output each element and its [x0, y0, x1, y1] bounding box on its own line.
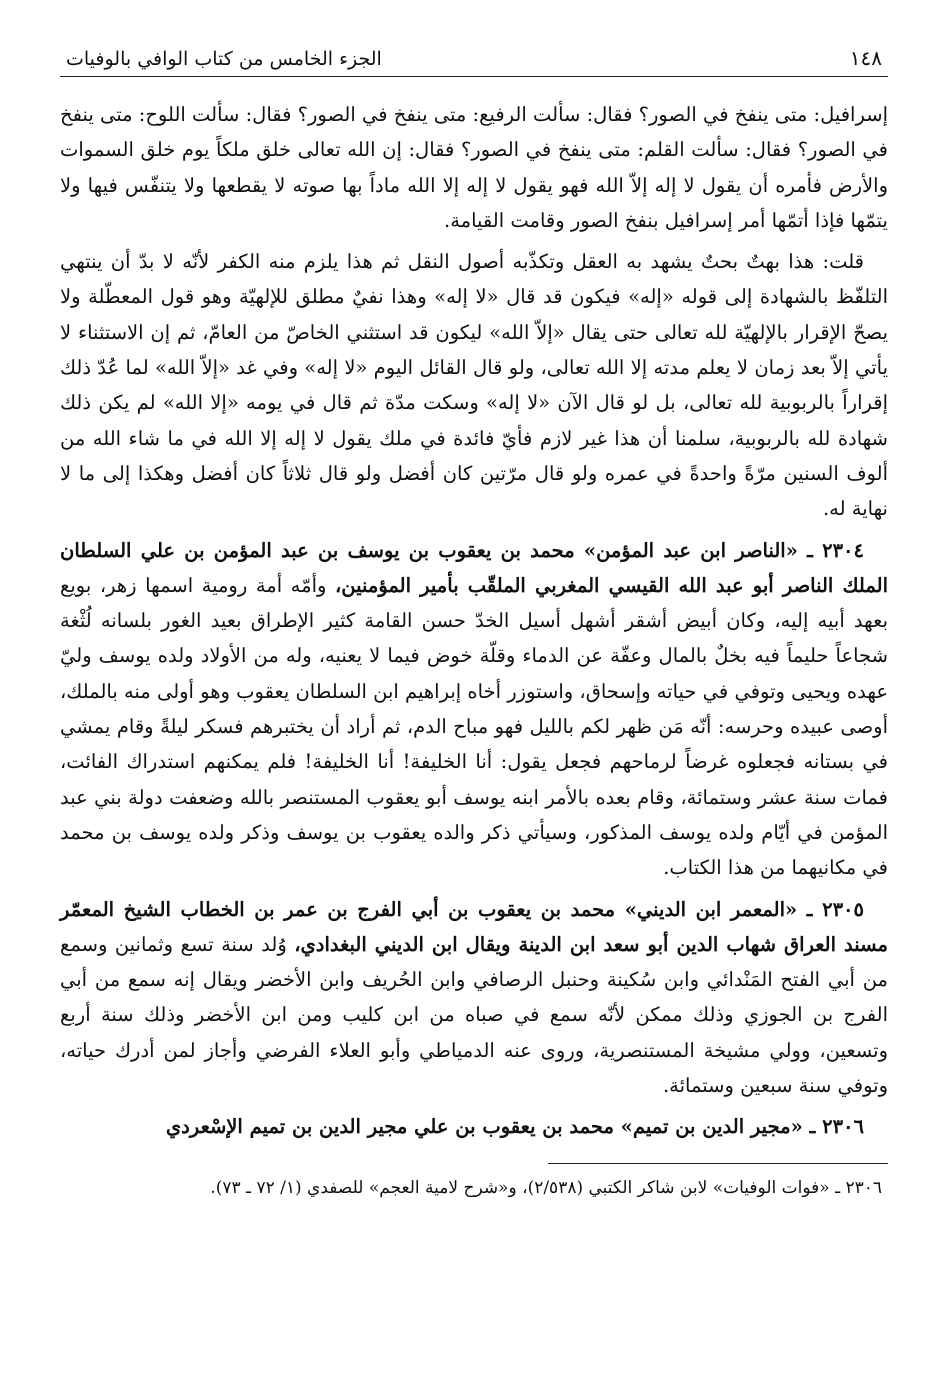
entry-2306: [60, 1109, 888, 1144]
entry-2305-heading: ٢٣٠٥ ـ «المعمر ابن الديني» محمد بن يعقوب بن أبي الفرج بن عمر بن الخطاب الشيخ المعمّر مسند العراق شهاب الدين أبو سعد ابن الدينة ويقال ابن الديني البغدادي،: [60, 897, 888, 956]
footnote: ٢٣٠٦ ـ «فوات الوفيات» لابن شاكر الكتبي (٢/٥٣٨)، و«شرح لامية العجم» للصفدي (١/ ٧٢ ـ ٧٣).: [210, 1177, 882, 1198]
entry-2305-text: وُلد سنة تسع وثمانين وسمع من أبي الفتح المَنْدائي وابن سُكينة وحنبل الرصافي وابن الحُريف وابن الأخضر ويقال إنه سمع من أبي الفرج بن الجوزي وذلك ممكن لأنّه سمع في صباه من ابن كليب ومن ابن الأخضر وذلك سنة أربع وتسعين، وولي مشيخة المستنصرية، وروى عنه الدمياطي وأبو العلاء الفرضي وأجاز لمن أدرك حياته، وتوفي سنة سبعين وستمائة.: [60, 932, 888, 1098]
page-number: ١٤٨: [849, 46, 882, 70]
entry-2304: [60, 533, 888, 886]
entry-2304-text: وأمّه أمة رومية اسمها زهر، بويع بعهد أبيه إليه، وكان أبيض أشقر أشهل أسيل الخدّ حسن القامة كثير الإطراق بعيد الغور بلسانه لُثْغة شجاعاً حليماً فيه بخلٌ بالمال وعفّة عن الدماء وقلّة خوض فيما لا يعنيه، وله من الأولاد ولده يوسف وليّ عهده ويحيى وتوفي في حياته وإسحاق، واستوزر أخاه إبراهيم ابن السلطان يعقوب وهو أولى منه بالملك، أوصى عبيده وحرسه: أنّه مَن ظهر لكم بالليل فهو مباح الدم، ثم أراد أن يختبرهم فسكر ليلةً وقام يمشي في بستانه فجعلوه غرضاً لرماحهم فجعل يقول: أنا الخليفة! أنا الخليفة! فلم يمكنهم استدراك الفائت، فمات سنة عشر وستمائة، وقام بعده بالأمر ابنه يوسف أبو يعقوب المستنصر بالله وضعفت دولة بني عبد المؤمن في أيّام ولده يوسف المذكور، وسيأتي ذكر والده يعقوب بن يوسف وذكر ولده يوسف بن محمد في مكانيهما من هذا الكتاب.: [60, 573, 888, 880]
book-page: [60, 32, 888, 1202]
running-header: [60, 32, 888, 77]
footnote-divider: [548, 1163, 888, 1164]
running-title: الجزء الخامس من كتاب الوافي بالوفيات: [66, 48, 382, 70]
entry-2306-heading: ٢٣٠٦ ـ «مجير الدين بن تميم» محمد بن يعقوب بن علي مجير الدين بن تميم الإسْعردي: [165, 1115, 864, 1139]
entry-2304-heading: ٢٣٠٤ ـ «الناصر ابن عبد المؤمن» محمد بن يعقوب بن يوسف بن عبد المؤمن بن علي السلطان الملك الناصر أبو عبد الله القيسي المغربي الملقّب بأمير المؤمنين،: [60, 538, 888, 597]
paragraph-israfil: إسرافيل: متى ينفخ في الصور؟ فقال: سألت الرفيع: متى ينفخ في الصور؟ فقال: سألت اللوح: متى ينفخ في الصور؟ فقال: سألت القلم: متى ينفخ في الصور؟ فقال: إن الله تعالى خلق ملكاً يوم خلق السموات والأرض فأمره أن يقول لا إله إلاّ الله فهو يقول لا إله إلا الله ماداً بها صوته لا يقطعها ولا يتنفّس فيها ولا يتمّها فإذا أتمّها أمر إسرافيل بنفخ الصور وقامت القيامة.: [60, 103, 888, 232]
paragraph-commentary: قلت: هذا بهتٌ بحتٌ يشهد به العقل وتكذّبه أصول النقل ثم هذا يلزم منه الكفر لأنّه لا بدّ أن ينتهي التلفّظ بالشهادة إلى قوله «إله» فيكون قد قال «لا إله» وهذا نفيٌ مطلق للإلهيّة وهو قول المعطّلة ولا يصحّ الإقرار بالإلهيّة لله تعالى حتى يقال «إلاّ الله» ليكون قد استثني الخاصّ من العامّ، ثم إن الاستثناء لا يأتي إلاّ بعد زمان لا يعلم مدته إلا الله تعالى، ولو قال القائل اليوم «لا إله» وفي غد «إلاّ الله» لما عُدّ ذلك إقراراً بالربوبية لله تعالى، بل لو قال الآن «لا إله» وسكت مدّة ثم قال في يومه «إلا الله» لم يكن ذلك شهادة لله بالربوبية، سلمنا أن هذا غير لازم فأيّ فائدة في ملك يقول لا إله إلا الله في ما شاء الله من ألوف السنين مرّةً واحدةً في عمره ولو قال مرّتين كان أفضل ولو قال ثلاثاً كان أفضل وهكذا إلى ما لا نهاية له.: [60, 250, 888, 521]
entry-2305: [60, 892, 888, 1104]
main-text: [60, 97, 888, 1145]
